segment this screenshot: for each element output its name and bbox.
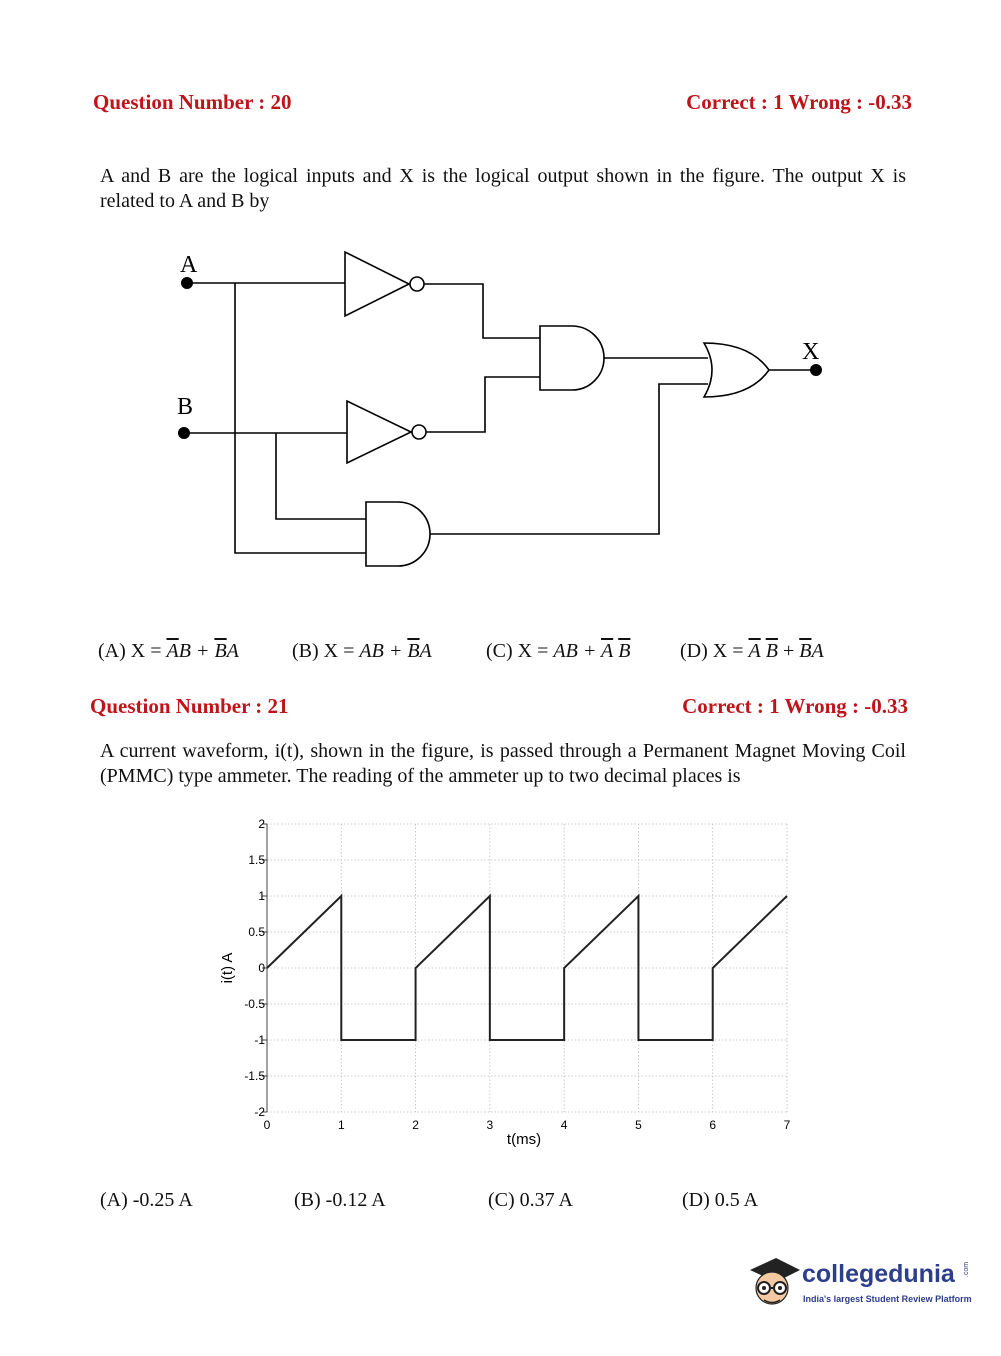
y-tick-label: -2 [254,1105,265,1119]
input-a-terminal [181,277,193,289]
x-axis-label: t(ms) [506,1131,542,1148]
option-d-term2-bar: $\overline{B}$ [799,640,812,662]
option-c-term1: AB + [553,640,601,662]
x-tick-labels [264,1118,791,1132]
collegedunia-logo[interactable] [742,1252,982,1322]
q20-marks: Correct : 1 Wrong : -0.33 [686,90,912,114]
option-b-term1: AB + [359,640,408,662]
q21-marks: Correct : 1 Wrong : -0.33 [682,694,908,718]
y-tick-label: 0 [258,961,265,975]
x-tick-label: 0 [263,1118,271,1132]
chart-grid [267,824,787,1112]
option-c-term2-bar-a: $\overline{A}$ [600,640,614,662]
option-d-term2: A [811,640,824,662]
logo-tagline: India's largest Student Review Platform [803,1294,972,1304]
option-c-prefix: (C) X = [486,640,554,662]
output-x-terminal [810,364,822,376]
y-tick-label: -1 [254,1033,265,1047]
option-a-term1-bar: $\overline{A}$ [166,640,179,662]
option-d-prefix: (D) X = [680,640,749,662]
input-b-label: B [177,394,194,420]
q20-number: Question Number : 20 [93,90,292,114]
input-b-terminal [178,427,190,439]
logo-brand: collegedunia [802,1260,955,1288]
y-axis-label: i(t) A [219,952,236,984]
q21-option-d[interactable]: (D) 0.5 A [682,1189,759,1211]
x-tick-label: 3 [486,1118,494,1132]
option-a-prefix: (A) X = [98,640,167,662]
x-tick-label: 6 [709,1118,717,1132]
q21-number: Question Number : 21 [90,694,289,718]
q20-text: A and B are the logical inputs and X is the logical output shown in the figure. The output X is related to A and B by [100,165,906,212]
y-tick-label: 1 [258,889,265,903]
q20-option-c[interactable] [486,640,630,663]
x-tick-label: 4 [560,1118,568,1132]
output-x-label: X [802,339,820,365]
x-tick-label: 1 [337,1118,345,1132]
y-tick-label: 2 [258,817,265,831]
logic-circuit-diagram [0,0,1001,600]
q21-option-a[interactable]: (A) -0.25 A [100,1189,193,1211]
q21-option-b[interactable]: (B) -0.12 A [294,1189,386,1211]
x-tick-label: 2 [412,1118,419,1132]
q20-option-b[interactable] [292,640,432,663]
q20-option-a[interactable] [98,640,239,663]
y-tick-label: 0.5 [248,925,265,939]
logo-suffix: .com [963,1261,971,1278]
option-d-term1-bar-b: $\overline{B}$ [765,640,778,662]
x-tick-label: 5 [635,1118,642,1132]
option-b-prefix: (B) X = [292,640,360,662]
y-tick-labels [244,817,265,1119]
option-b-term2: A [419,640,432,662]
option-a-term1: B + [178,640,215,662]
option-a-term2-bar: $\overline{B}$ [214,640,227,662]
y-tick-label: 1.5 [248,853,265,867]
input-a-label: A [180,252,198,278]
mascot-icon [742,1252,804,1314]
q21-text: A current waveform, i(t), shown in the figure, is passed through a Permanent Magnet Moving Coil (PMMC) type ammeter. The reading of the ammeter up to two decimal places is [100,740,906,787]
q20-option-d[interactable] [680,640,824,663]
option-a-term2: A [226,640,239,662]
y-tick-label: -0.5 [244,997,265,1011]
q21-option-c[interactable]: (C) 0.37 A [488,1189,573,1211]
x-tick-label: 7 [783,1118,791,1132]
option-d-plus: + [777,640,800,662]
current-waveform-chart [0,810,1001,1160]
option-c-term2-bar-b: $\overline{B}$ [618,640,631,662]
y-tick-label: -1.5 [244,1069,265,1083]
option-b-term2-bar: $\overline{B}$ [407,640,420,662]
option-d-term1-bar-a: $\overline{A}$ [748,640,761,662]
